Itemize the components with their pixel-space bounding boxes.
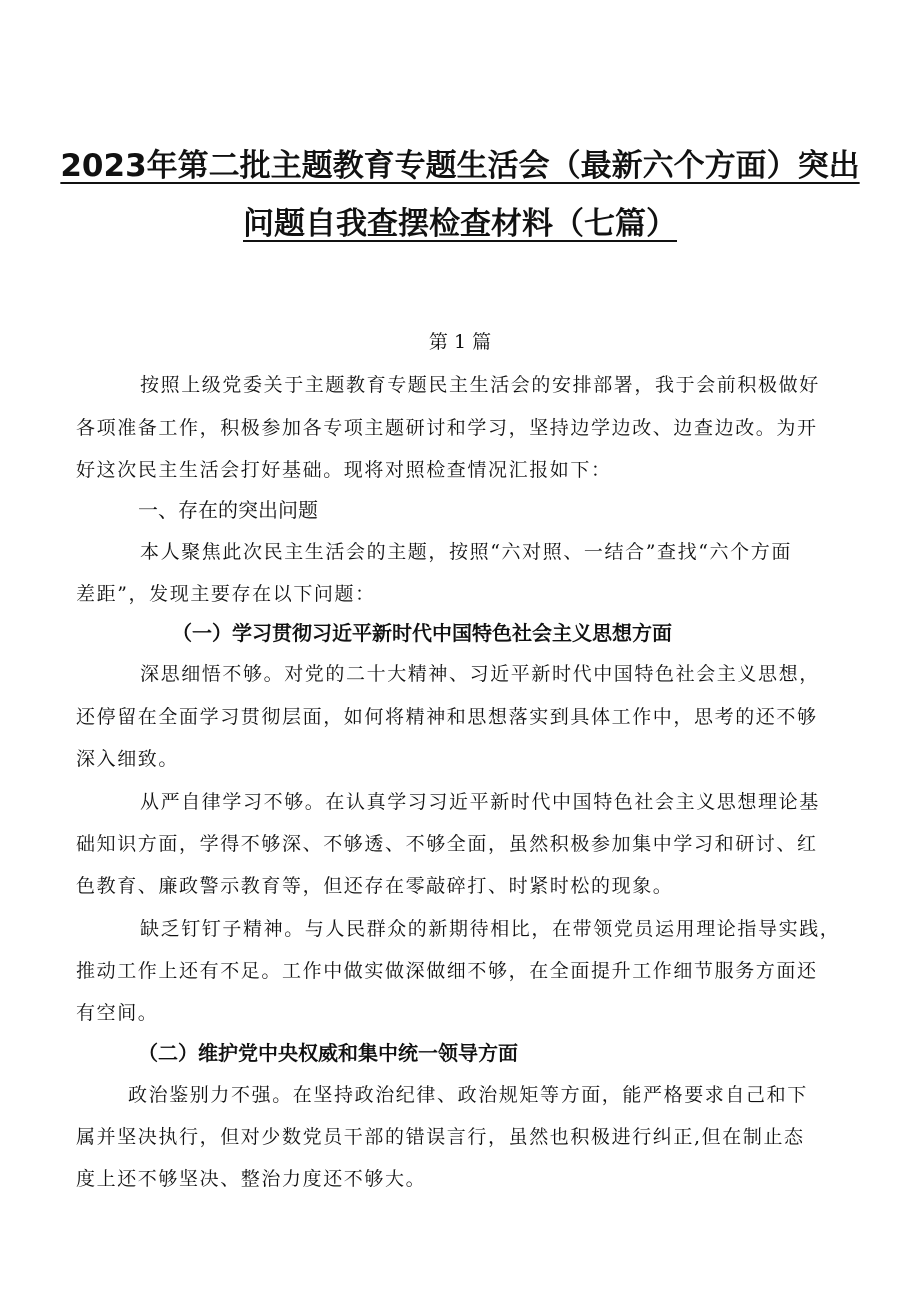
sub1-para3-line-3: 有空间。 xyxy=(76,1002,159,1024)
sub1-para2-line-3: 色教育、廉政警示教育等，但还存在零敲碎打、时紧时松的现象。 xyxy=(76,875,674,897)
section-1-intro-line-2: 差距”，发现主要存在以下问题： xyxy=(76,583,376,605)
sub2-para1-line-1: 政治鉴别力不强。在坚持政治纪律、政治规矩等方面，能严格要求自己和下 xyxy=(128,1084,808,1106)
section-1-intro-line-1: 本人聚焦此次民主生活会的主题，按照“六对照、一结合”查找“六个方面 xyxy=(140,541,792,563)
intro-line-1: 按照上级党委关于主题教育专题民主生活会的安排部署，我于会前积极做好 xyxy=(140,374,820,396)
sub1-para2-line-2: 础知识方面，学得不够深、不够透、不够全面，虽然积极参加集中学习和研讨、红 xyxy=(76,833,818,855)
sub1-para1-line-2: 还停留在全面学习贯彻层面，如何将精神和思想落实到具体工作中，思考的还不够 xyxy=(76,706,818,728)
sub2-para1-line-2: 属并坚决执行，但对少数党员干部的错误言行，虽然也积极进行纠正,但在制止态 xyxy=(76,1126,805,1148)
chapter-label: 第 1 篇 xyxy=(428,331,492,353)
intro-line-3: 好这次民主生活会打好基础。现将对照检查情况汇报如下： xyxy=(76,459,612,481)
sub1-para3-line-1: 缺乏钉钉子精神。与人民群众的新期待相比，在带领党员运用理论指导实践， xyxy=(140,918,841,940)
document-title-line-1 xyxy=(60,140,860,185)
intro-line-2: 各项准备工作，积极参加各专项主题研讨和学习，坚持边学边改、边查边改。为开 xyxy=(76,417,818,439)
subsection-1-heading: （一）学习贯彻习近平新时代中国特色社会主义思想方面 xyxy=(172,621,672,645)
sub1-para1-line-3: 深入细致。 xyxy=(76,748,180,770)
sub2-para1-line-3: 度上还不够坚决、整治力度还不够大。 xyxy=(76,1168,427,1190)
title-text-2: 问题自我查摆检查材料（七篇） xyxy=(243,206,677,242)
subsection-2-heading: （二）维护党中央权威和集中统一领导方面 xyxy=(138,1041,518,1065)
section-1-heading: 一、存在的突出问题 xyxy=(138,498,318,522)
sub1-para3-line-2: 推动工作上还有不足。工作中做实做深做细不够，在全面提升工作细节服务方面还 xyxy=(76,960,818,982)
document-title-line-2 xyxy=(60,198,860,243)
title-text-1: 2023年第二批主题教育专题生活会（最新六个方面）突出 xyxy=(60,148,860,184)
sub1-para1-line-1: 深思细悟不够。对党的二十大精神、习近平新时代中国特色社会主义思想， xyxy=(140,663,820,685)
sub1-para2-line-1: 从严自律学习不够。在认真学习习近平新时代中国特色社会主义思想理论基 xyxy=(140,791,820,813)
